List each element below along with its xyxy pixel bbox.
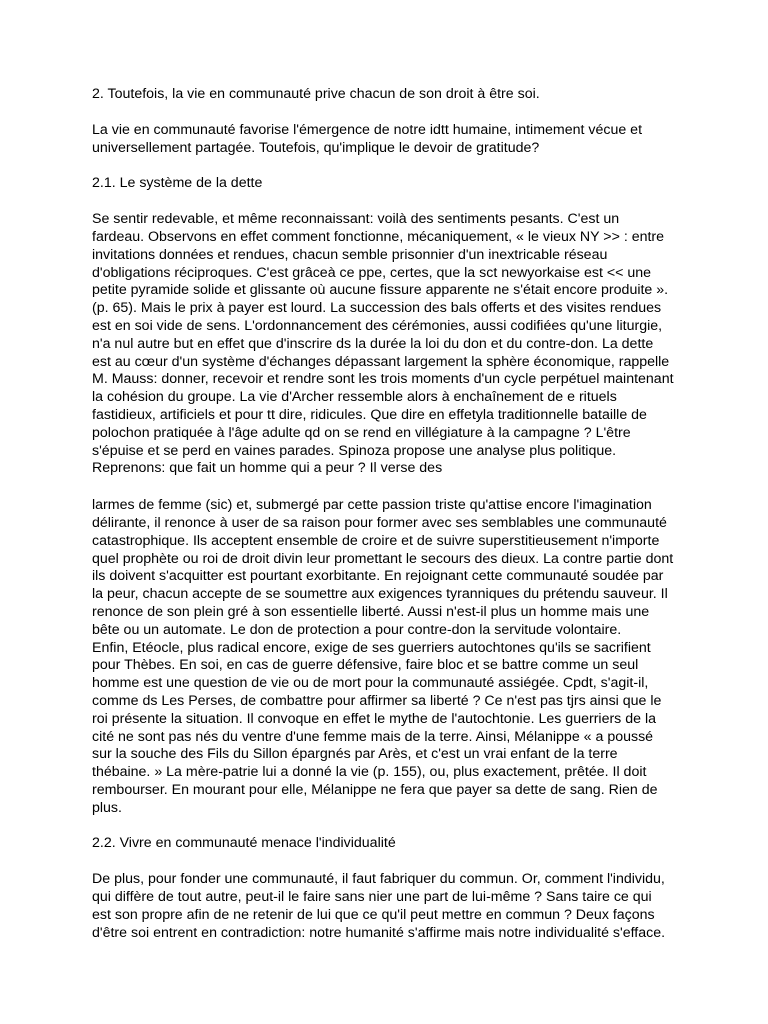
text-line: qui diffère de tout autre, peut-il le faire sans nier une part de lui-même ? Sans taire ce qui <box>92 889 652 906</box>
paragraph-gap <box>92 104 692 122</box>
text-line: est son propre afin de ne retenir de lui que ce qu'il peut mettre en commun ? Deux façons <box>92 906 655 923</box>
text-line: Reprenons: que fait un homme qui a peur ? Il verse des <box>92 460 443 477</box>
paragraph-gap <box>92 817 692 835</box>
paragraph-gap <box>92 193 692 211</box>
section-heading-2-2 <box>92 835 692 853</box>
text-line: thébaine. » La mère-patrie lui a donné la vie (p. 155), ou, plus exactement, prêtée. Il doit <box>92 764 647 781</box>
heading-text: 2.1. Le système de la dette <box>92 175 263 192</box>
text-line: comme ds Les Perses, de combattre pour affirmer sa liberté ? Ce n'est pas tjrs ainsi que le <box>92 692 662 709</box>
text-line: sur la souche des Fils du Sillon épargnés par Arès, et c'est un vrai enfant de la terre <box>92 746 618 763</box>
text-line: universellement partagée. Toutefois, qu'implique le devoir de gratitude? <box>92 139 540 156</box>
text-line: petite pyramide solide et glissante où aucune fissure apparente ne s'était encore produite ». <box>92 282 669 299</box>
text-line: catastrophique. Ils acceptent ensemble de croire et de suivre superstitieusement n'importe <box>92 532 660 549</box>
text-line: Enfin, Etéocle, plus radical encore, exige de ses guerriers autochtones qu'ils se sacrifient <box>92 639 651 656</box>
heading-text: 2. Toutefois, la vie en communauté prive chacun de son droit à être soi. <box>92 86 540 102</box>
text-line: rembourser. En mourant pour elle, Mélanippe ne fera que payer sa dette de sang. Rien de <box>92 781 658 798</box>
text-line: cité ne sont pas nés du ventre d'une femme mais de la terre. Ainsi, Mélanippe « a poussé <box>92 728 654 745</box>
text-line: pour Thèbes. En soi, en cas de guerre défensive, faire bloc et se battre comme un seul <box>92 657 639 674</box>
text-line: plus. <box>92 799 122 816</box>
text-line: est en soi vide de sens. L'ordonnancement des cérémonies, aussi codifiées qu'une liturgie, <box>92 317 663 334</box>
paragraph-gap <box>92 478 692 497</box>
text-line: quel prophète ou roi de droit divin leur promettant le secours des dieux. La contre partie dont <box>92 550 674 567</box>
intro-paragraph <box>92 122 692 158</box>
text-line: fardeau. Observons en effet comment fonctionne, mécaniquement, « le vieux NY >> : entre <box>92 228 665 245</box>
text-line: renonce de son plein gré à son essentielle liberté. Aussi n'est-il plus un homme mais une <box>92 603 650 620</box>
text-line: Se sentir redevable, et même reconnaissant: voilà des sentiments pesants. C'est un <box>92 211 620 228</box>
text-line: n'a nul autre but en effet que d'inscrire ds la durée la loi du don et du contre-don. La dette <box>92 335 654 352</box>
text-line: bête ou un automate. Le don de protection a pour contre-don la servitude volontaire. <box>92 621 622 638</box>
text-line: fastidieux, artificiels et pour tt dire, ridicules. Que dire en effetyla traditionnelle bataille de <box>92 406 647 423</box>
section-heading-2 <box>92 86 692 104</box>
text-line: ils doivent s'acquitter est pourtant exorbitante. En rejoignant cette communauté soudée par <box>92 568 664 585</box>
text-line: d'obligations réciproques. C'est grâceà ce ppe, certes, que la sct newyorkaise est << une <box>92 264 652 281</box>
section-heading-2-1 <box>92 175 692 193</box>
paragraph-individualite <box>92 871 692 942</box>
text-line: homme est une question de vie ou de mort pour la communauté assiégée. Cpdt, s'agit-il, <box>92 675 649 692</box>
text-line: la peur, chacun accepte de se soumettre aux exigences tyranniques du prétendu sauveur. Il <box>92 586 668 603</box>
text-line: d'être soi entrent en contradiction: notre humanité s'affirme mais notre individualité s'efface. <box>92 924 666 941</box>
text-line: roi présente la situation. Il convoque en effet le mythe de l'autochtonie. Les guerriers de la <box>92 710 656 727</box>
text-line: invitations données et rendues, chacun semble prisonnier d'un inextricable réseau <box>92 246 608 263</box>
paragraph-gap <box>92 853 692 871</box>
paragraph-gap <box>92 157 692 175</box>
text-line: s'épuise et se perd en vaines parades. Spinoza propose une analyse plus politique. <box>92 442 617 459</box>
text-line: délirante, il renonce à user de sa raison pour former avec ses semblables une communauté <box>92 514 667 531</box>
paragraph-dette-2 <box>92 497 692 817</box>
paragraph-dette-1 <box>92 211 692 478</box>
text-line: polochon pratiquée à l'âge adulte qd on se rend en villégiature à la campagne ? L'être <box>92 424 631 441</box>
text-line: est au cœur d'un système d'échanges dépassant largement la sphère économique, rappelle <box>92 353 670 370</box>
text-line: larmes de femme (sic) et, submergé par cette passion triste qu'attise encore l'imagination <box>92 497 652 514</box>
text-line: M. Mauss: donner, recevoir et rendre sont les trois moments d'un cycle perpétuel maintenant <box>92 371 674 388</box>
text-line: De plus, pour fonder une communauté, il faut fabriquer du commun. Or, comment l'individu, <box>92 871 665 888</box>
heading-text: 2.2. Vivre en communauté menace l'individualité <box>92 835 396 852</box>
text-line: la cohésion du groupe. La vie d'Archer ressemble alors à enchaînement de e rituels <box>92 389 617 406</box>
text-line: La vie en communauté favorise l'émergence de notre idtt humaine, intimement vécue et <box>92 121 643 138</box>
text-line: (p. 65). Mais le prix à payer est lourd. La succession des bals offerts et des visites rendues <box>92 300 662 317</box>
document-page <box>92 86 692 942</box>
